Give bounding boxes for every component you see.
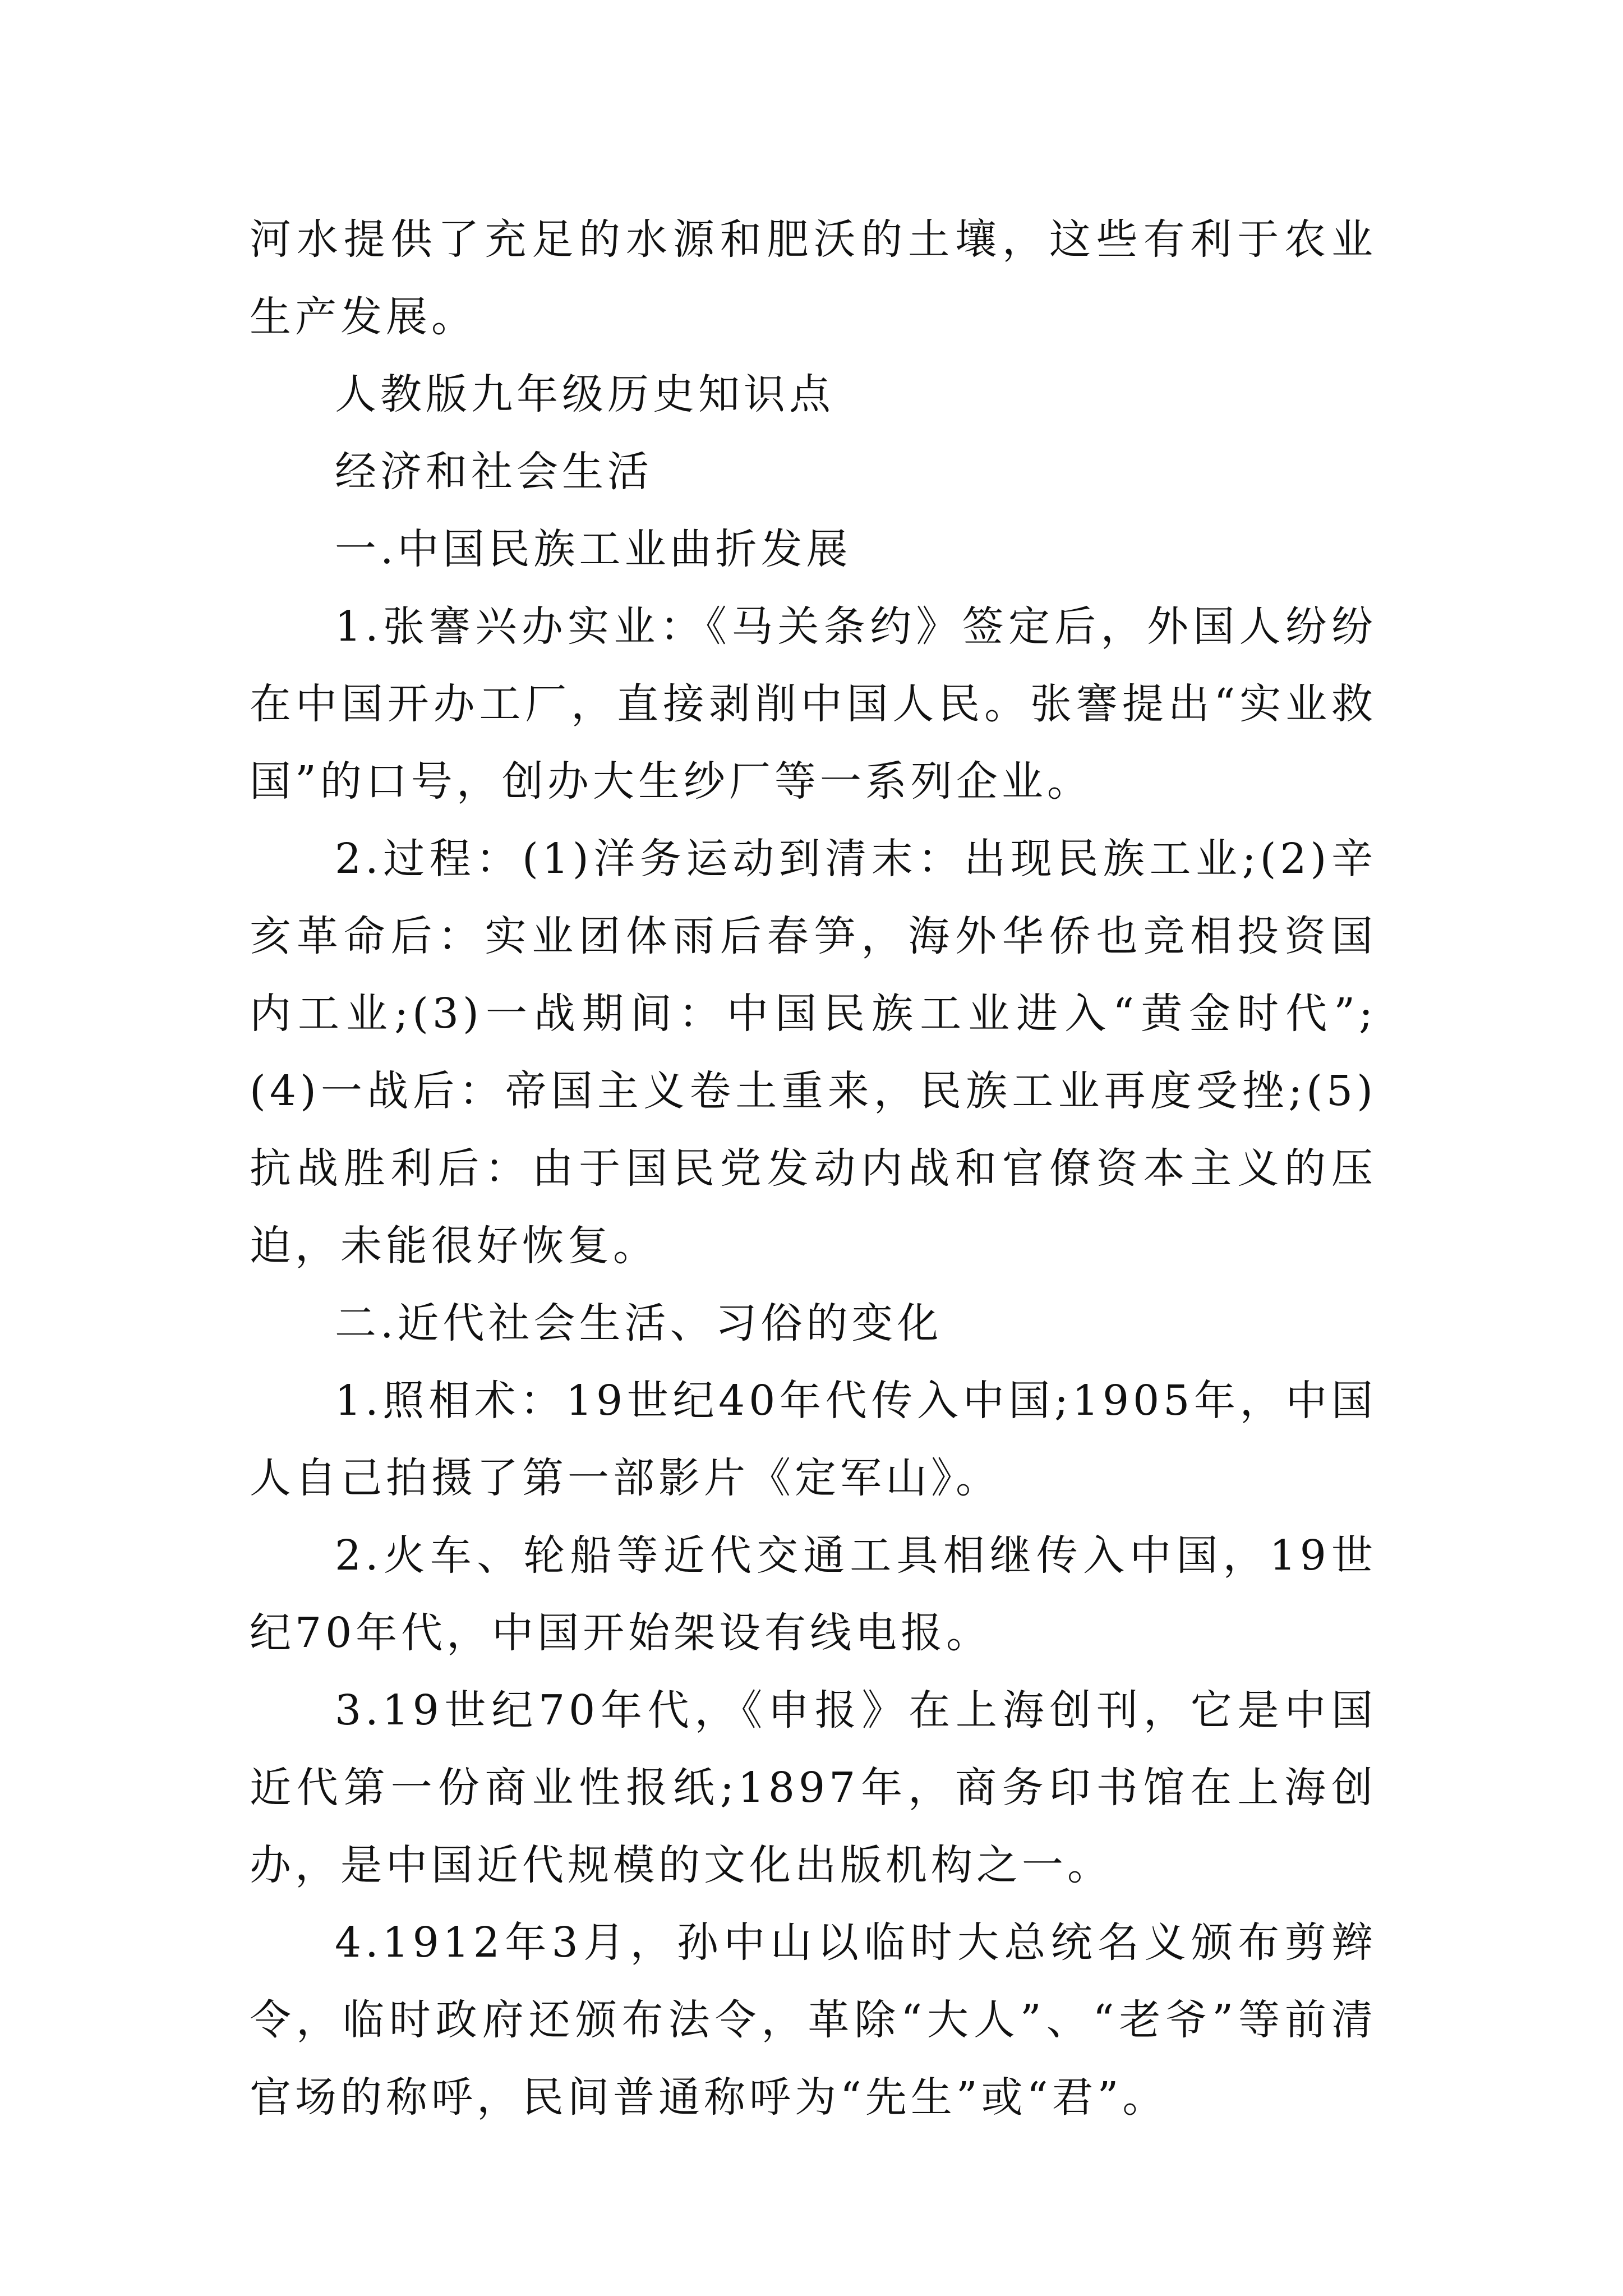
paragraph-press: 3.19世纪70年代，《申报》在上海创刊，它是中国近代第一份商业性报纸;1897年，商务印书馆在上海创办，是中国近代规模的文化出版机构之一。: [250, 1686, 1377, 1889]
paragraph-transport: 2.火车、轮船等近代交通工具相继传入中国，19世纪70年代，中国开始架设有线电报。: [250, 1531, 1377, 1657]
paragraph-process: 2.过程：(1)洋务运动到清末：出现民族工业;(2)辛亥革命后：实业团体雨后春笋，海外华侨也竞相投资国内工业;(3)一战期间：中国民族工业进入“黄金时代”;(4)一战后：帝国主义卷土重来，民族工业再度受挫;(5)抗战胜利后：由于国民党发动内战和官僚资本主义的压迫，未能很好恢复。: [250, 835, 1377, 1270]
section-heading-economy-society: 经济和社会生活: [335, 448, 653, 496]
section-heading-social-life: 二.近代社会生活、习俗的变化: [335, 1299, 943, 1347]
paragraph-customs: 4.1912年3月，孙中山以临时大总统名义颁布剪辫令，临时政府还颁布法令，革除“大人”、“老爷”等前清官场的称呼，民间普通称呼为“先生”或“君”。: [250, 1918, 1377, 2122]
paragraph-zhang-jian: 1.张謇兴办实业：《马关条约》签定后，外国人纷纷在中国开办工厂，直接剥削中国人民。张謇提出“实业救国”的口号，创办大生纱厂等一系列企业。: [250, 602, 1377, 806]
document-body: [250, 201, 1377, 2136]
paragraph-continuation: 河水提供了充足的水源和肥沃的土壤，这些有利于农业生产发展。: [250, 215, 1377, 341]
section-heading-national-industry: 一.中国民族工业曲折发展: [335, 525, 852, 573]
paragraph-photography: 1.照相术：19世纪40年代传入中国;1905年，中国人自己拍摄了第一部影片《定军山》。: [250, 1377, 1377, 1502]
document-title: 人教版九年级历史知识点: [335, 370, 834, 418]
